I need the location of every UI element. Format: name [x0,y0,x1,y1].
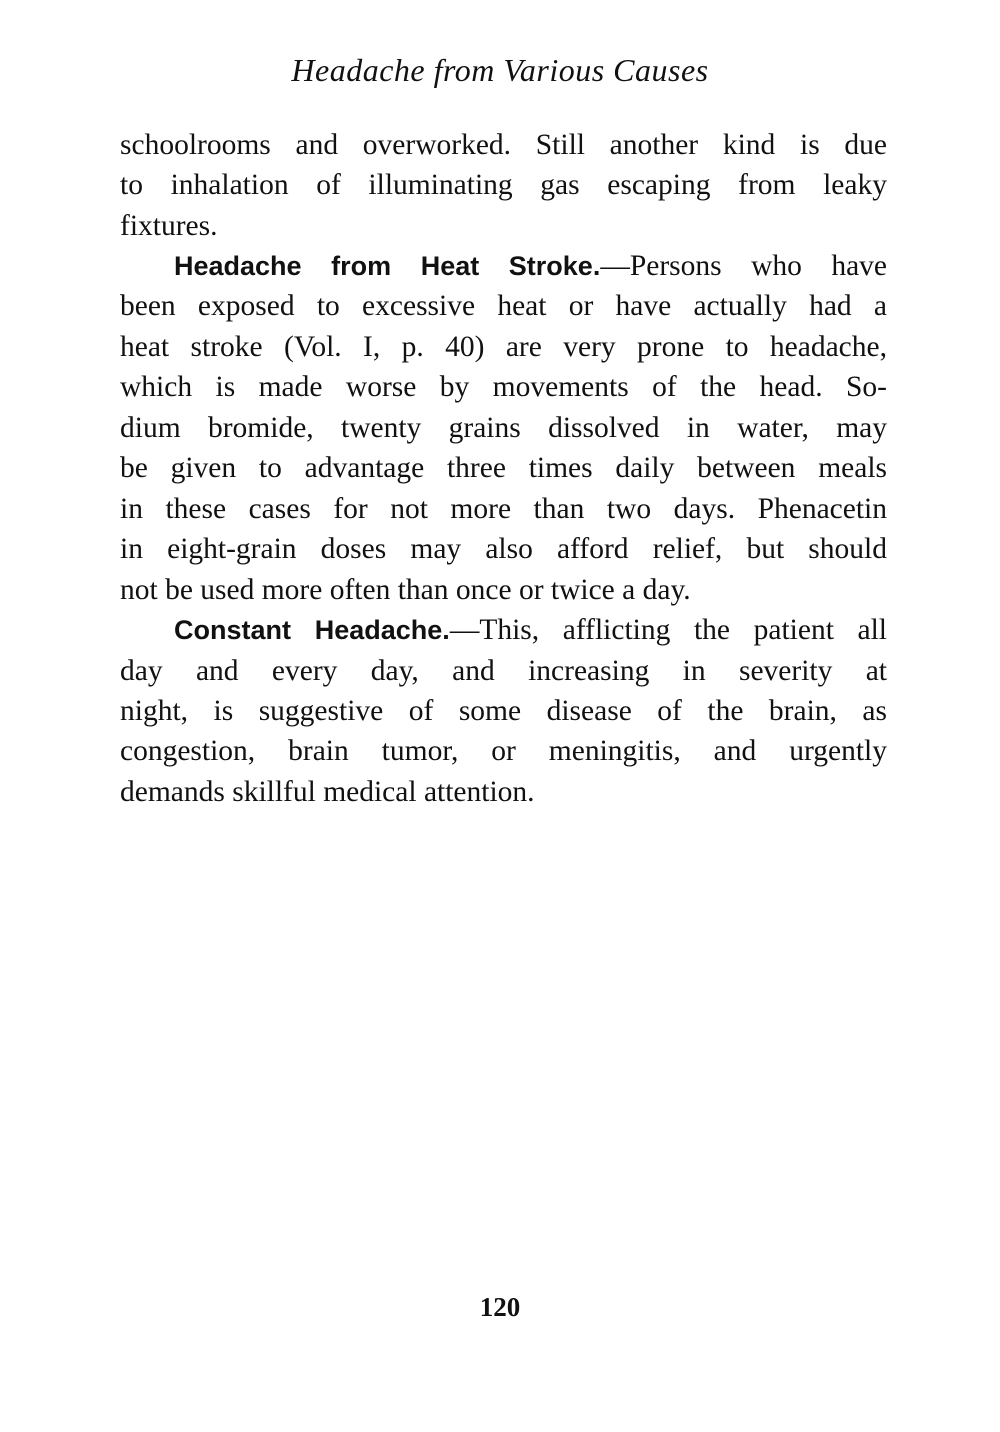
running-header: Headache from Various Causes [291,52,709,88]
text-line: day and every day, and increasing in severity at [120,655,887,687]
text-run: —This, afflicting the patient all [449,614,887,646]
text-line: dium bromide, twenty grains dissolved in water, may [120,412,887,444]
page-number: 120 [479,1292,521,1322]
text-line: been exposed to excessive heat or have actually had a [120,290,887,322]
section-heading-line [174,610,887,650]
text-line: fixtures. [120,210,218,242]
text-line: not be used more often than once or twice a day. [120,574,691,606]
text-line: to inhalation of illuminating gas escaping from leaky [120,169,887,201]
text-line: congestion, brain tumor, or meningitis, and urgently [120,735,887,767]
text-line: demands skillful medical attention. [120,776,535,808]
text-line: in these cases for not more than two days. Phenacetin [120,493,887,525]
text-line: in eight-grain doses may also afford relief, but should [120,533,887,565]
section-heading-line [174,246,887,286]
text-line: schoolrooms and overworked. Still another kind is due [120,129,887,161]
text-line: night, is suggestive of some disease of the brain, as [120,695,887,727]
text-line: heat stroke (Vol. I, p. 40) are very prone to headache, [120,331,887,363]
text-line: which is made worse by movements of the head. So- [120,371,887,403]
section-heading: Constant Headache. [174,615,450,645]
text-line: be given to advantage three times daily between meals [120,452,887,484]
text-run: —Persons who have [600,250,888,282]
section-heading: Headache from Heat Stroke. [174,251,601,281]
